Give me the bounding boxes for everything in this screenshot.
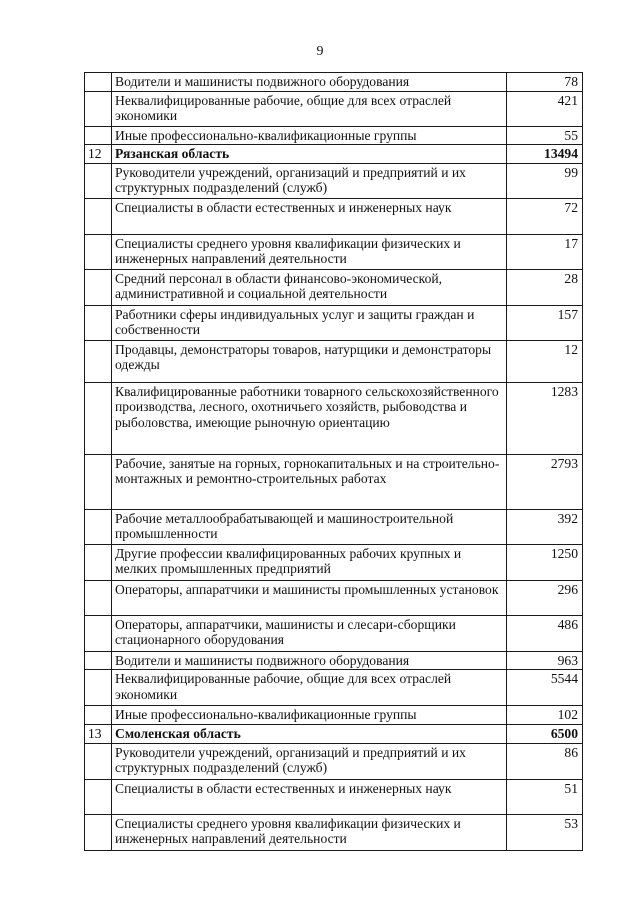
occupation-group-name: Рабочие, занятые на горных, горнокапитальных и на строительно-монтажных и ремонтно-строительных работах (112, 454, 507, 509)
table-row (85, 269, 583, 305)
row-number (85, 340, 112, 382)
table-row (85, 544, 583, 580)
row-number: 12 (85, 145, 112, 164)
row-number (85, 544, 112, 580)
group-value: 51 (507, 779, 583, 814)
group-value: 392 (507, 509, 583, 544)
row-number (85, 91, 112, 126)
group-value: 486 (507, 615, 583, 651)
group-value: 102 (507, 706, 583, 725)
occupation-group-name: Руководители учреждений, организаций и предприятий и их структурных подразделений (служб) (112, 163, 507, 198)
group-value: 53 (507, 814, 583, 850)
row-number (85, 73, 112, 92)
row-number (85, 126, 112, 145)
occupation-group-name: Руководители учреждений, организаций и предприятий и их структурных подразделений (служб) (112, 743, 507, 779)
group-value: 296 (507, 580, 583, 615)
region-row (85, 145, 583, 164)
group-value: 963 (507, 651, 583, 670)
group-value: 12 (507, 340, 583, 382)
group-value: 5544 (507, 670, 583, 706)
table-row (85, 234, 583, 269)
occupation-group-name: Специалисты в области естественных и инженерных наук (112, 198, 507, 234)
table-row (85, 615, 583, 651)
table-row (85, 305, 583, 340)
table-row (85, 706, 583, 725)
region-row (85, 724, 583, 743)
row-number (85, 269, 112, 305)
table-row (85, 73, 583, 92)
occupation-group-name: Водители и машинисты подвижного оборудования (112, 73, 507, 92)
row-number (85, 454, 112, 509)
row-number (85, 509, 112, 544)
table-row (85, 91, 583, 126)
table-row (85, 126, 583, 145)
table-row (85, 509, 583, 544)
occupation-group-name: Средний персонал в области финансово-экономической, административной и социальной деятельности (112, 269, 507, 305)
row-number (85, 382, 112, 454)
row-number: 13 (85, 724, 112, 743)
occupation-group-name: Работники сферы индивидуальных услуг и защиты граждан и собственности (112, 305, 507, 340)
row-number (85, 651, 112, 670)
table-row (85, 163, 583, 198)
occupation-group-name: Другие профессии квалифицированных рабочих крупных и мелких промышленных предприятий (112, 544, 507, 580)
occupation-group-name: Специалисты среднего уровня квалификации физических и инженерных направлений деятельности (112, 814, 507, 850)
group-value: 1283 (507, 382, 583, 454)
row-number (85, 743, 112, 779)
group-value: 55 (507, 126, 583, 145)
occupation-group-name: Иные профессионально-квалификационные группы (112, 126, 507, 145)
occupation-group-name: Специалисты в области естественных и инженерных наук (112, 779, 507, 814)
row-number (85, 198, 112, 234)
region-name: Смоленская область (112, 724, 507, 743)
region-total: 6500 (507, 724, 583, 743)
table-row (85, 580, 583, 615)
table-row (85, 198, 583, 234)
row-number (85, 163, 112, 198)
table-row (85, 743, 583, 779)
table-row (85, 454, 583, 509)
statistics-table (84, 72, 583, 851)
row-number (85, 706, 112, 725)
occupation-group-name: Рабочие металлообрабатывающей и машиностроительной промышленности (112, 509, 507, 544)
row-number (85, 615, 112, 651)
group-value: 86 (507, 743, 583, 779)
occupation-group-name: Операторы, аппаратчики и машинисты промышленных установок (112, 580, 507, 615)
group-value: 157 (507, 305, 583, 340)
table-row (85, 651, 583, 670)
table-row (85, 340, 583, 382)
region-name: Рязанская область (112, 145, 507, 164)
occupation-group-name: Иные профессионально-квалификационные группы (112, 706, 507, 725)
group-value: 28 (507, 269, 583, 305)
occupation-group-name: Квалифицированные работники товарного сельскохозяйственного производства, лесного, охотничьего хозяйств, рыбоводства и рыболовства, имеющие рыночную ориентацию (112, 382, 507, 454)
region-total: 13494 (507, 145, 583, 164)
occupation-group-name: Водители и машинисты подвижного оборудования (112, 651, 507, 670)
occupation-group-name: Продавцы, демонстраторы товаров, натурщики и демонстраторы одежды (112, 340, 507, 382)
table-row (85, 382, 583, 454)
row-number (85, 670, 112, 706)
group-value: 99 (507, 163, 583, 198)
table-row (85, 670, 583, 706)
row-number (85, 234, 112, 269)
row-number (85, 779, 112, 814)
page-number: 9 (316, 44, 324, 59)
table-row (85, 779, 583, 814)
occupation-group-name: Специалисты среднего уровня квалификации физических и инженерных направлений деятельности (112, 234, 507, 269)
table-row (85, 814, 583, 850)
group-value: 421 (507, 91, 583, 126)
group-value: 72 (507, 198, 583, 234)
group-value: 78 (507, 73, 583, 92)
occupation-group-name: Неквалифицированные рабочие, общие для всех отраслей экономики (112, 670, 507, 706)
row-number (85, 580, 112, 615)
group-value: 1250 (507, 544, 583, 580)
row-number (85, 305, 112, 340)
table-body (85, 73, 583, 851)
occupation-group-name: Операторы, аппаратчики, машинисты и слесари-сборщики стационарного оборудования (112, 615, 507, 651)
group-value: 2793 (507, 454, 583, 509)
occupation-group-name: Неквалифицированные рабочие, общие для всех отраслей экономики (112, 91, 507, 126)
group-value: 17 (507, 234, 583, 269)
row-number (85, 814, 112, 850)
